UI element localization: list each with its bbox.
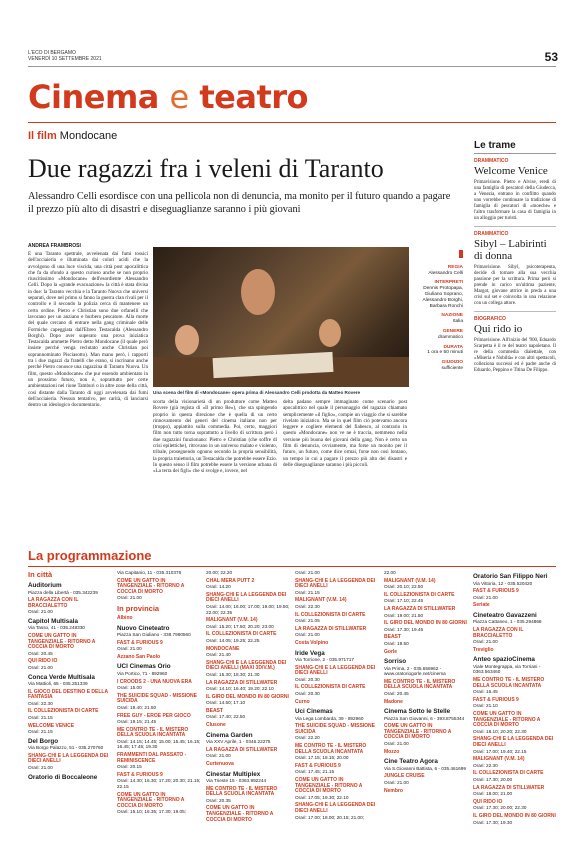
listing-line: Orari: 21.00 bbox=[28, 609, 53, 615]
film-title: LA RAGAZZA DI STILLWATER bbox=[206, 746, 278, 753]
listing-line: Orari: 21.00 bbox=[28, 664, 53, 670]
cinema-name: Del Borgo bbox=[28, 737, 59, 745]
film-title: Gorle bbox=[384, 648, 398, 655]
page-header bbox=[28, 50, 556, 64]
listing-line: Orari: 17.10; 22.45 bbox=[384, 598, 424, 604]
listing-line: Orari: 19.15; 21.45 bbox=[117, 719, 157, 725]
listing-line: Orari: 21.40 bbox=[206, 652, 231, 658]
film-title: Albino bbox=[117, 614, 133, 621]
programme-title: La programmazione bbox=[28, 548, 152, 563]
film-title: BEAST bbox=[206, 707, 223, 714]
listing-line: Orari: 21.00 bbox=[295, 632, 320, 638]
film-title: IL GIRO DEL MONDO IN 80 GIORNI bbox=[473, 812, 556, 819]
listing-line: Orari: 21.00 bbox=[117, 595, 142, 601]
film-title: IL GIRO DEL MONDO IN 80 GIORNI bbox=[206, 693, 289, 700]
fact-label: REGIA bbox=[447, 264, 463, 270]
cinema-name: Conca Verde Multisala bbox=[28, 673, 95, 681]
cinema-name: Auditorium bbox=[28, 582, 62, 589]
fact-value: 1 ora e 50 minuti bbox=[427, 350, 463, 356]
listing-line: Orari: 21.00 bbox=[28, 765, 53, 771]
listing-line: Orari: 21.00 bbox=[295, 570, 320, 575]
film-title: WELCOME VENICE bbox=[28, 722, 75, 729]
listings-column bbox=[473, 570, 556, 845]
film-title: MALIGNANT (V.M. 14) bbox=[295, 597, 347, 604]
issue-date: VENERDÌ 10 SETTEMBRE 2021 bbox=[28, 56, 102, 62]
film-title: JUNGLE CRUISE bbox=[384, 773, 425, 780]
plot-text: Primavisione. All'inizio del '900, Eduardo Scarpetta è il re del teatro napoletano. Il re della commedia dialettale, con «Miseria e Nobiltà» e con altri spettacoli, colleziona successi ed è padre anche di Eduardo, Peppino e Titina De Filippo. bbox=[474, 338, 556, 373]
listings-column bbox=[295, 570, 379, 845]
article-byline: ANDREA FRAMBROSI bbox=[28, 243, 81, 249]
listing-line: Orari: 21.00 bbox=[117, 646, 142, 652]
listing-line: Orari: 17.00; 19.40; 22.15 bbox=[473, 748, 527, 754]
cinema-name: Cinema Sotto le Stelle bbox=[384, 708, 451, 716]
film-title: THE SUICIDE SQUAD - MISSIONE SUICIDA bbox=[117, 692, 198, 705]
listing-line: Viale Montegrappa, via Torriani - 0363.563460 bbox=[473, 663, 541, 675]
fact-value: Italia bbox=[452, 319, 463, 325]
listing-line: Via XXV Aprile, 1 - 0346.22275 bbox=[206, 739, 271, 745]
film-title: COME UN GATTO IN TANGENZIALE - RITORNO A COCCIA DI MORTO bbox=[117, 577, 185, 595]
listing-line: Orari: 18.00; 21.00 bbox=[473, 791, 513, 797]
film-title: SHANG-CHI E LA LEGGENDA DEI DIECI ANELLI bbox=[206, 591, 287, 604]
cinema-name: Anteo spazioCinema bbox=[473, 656, 535, 664]
film-title: COME UN GATTO IN TANGENZIALE - RITORNO A COCCIA DI MORTO bbox=[384, 723, 452, 741]
film-title: FREE GUY - EROE PER GIOCO bbox=[117, 712, 191, 719]
film-title: MALIGNANT (V.M. 14) bbox=[473, 756, 525, 763]
film-title: IL COLLEZIONISTA DI CARTE bbox=[473, 770, 544, 777]
masthead-word-3: teatro bbox=[199, 78, 308, 116]
section-label bbox=[28, 130, 117, 142]
film-title: MONDOCANE bbox=[206, 645, 240, 652]
cinema-name: Cinestar Multiplex bbox=[206, 770, 261, 778]
listing-line: Orari: 22.30 bbox=[28, 700, 53, 706]
film-title: THE SUICIDE SQUAD - MISSIONE SUICIDA bbox=[295, 723, 376, 735]
plot-title: Welcome Venice bbox=[474, 165, 548, 177]
listing-line: Orari: 14.10; 16.40; 19.20; 22.10 bbox=[206, 686, 274, 692]
listing-line: Orari: 20.30 bbox=[295, 691, 320, 696]
film-title: QUI RIDO IO bbox=[473, 798, 503, 805]
fact-label: DURATA bbox=[443, 344, 463, 350]
article-column-3: delta padano sempre immaginato come scenario post apocalittico nel quale il personaggio del ragazzo chiamato semplicemente «il figlio», compie un viaggio che si sarebbe rivelato iniziatico. Ma se in quel film ciò potevamo ancora leggere e cogliere elementi del fiabesco, al contrario in questo «Mondocane» non ve ne è traccia, nemmeno nella versione più buona dei giovani della gang. Non è certo un film di denuncia, ovviamente, ma forse un monito per il futuro, un futuro, come dice ormai, forse non così lontano, un tempo in cui a pagare il prezzo più alto dei disastri e delle diseguaglianze saranno i più piccoli. bbox=[283, 399, 407, 468]
film-title: COME UN GATTO IN TANGENZIALE - RITORNO A COCCIA DI MORTO bbox=[117, 791, 185, 809]
fact-value: Dennis Protopapa, Giuliano Soprano, Alessandro Borghi, Barbara Ronchi bbox=[422, 286, 463, 309]
cinema-name: Oratorio di Boccaleone bbox=[28, 773, 98, 781]
fact-label: GIUDIZIO bbox=[441, 360, 463, 366]
listing-line: Orari: 21.15 bbox=[28, 729, 53, 735]
listing-line: Orari: 15.10; 16.35; 17.30; 19.05; bbox=[117, 809, 187, 815]
listing-line: Orari: 17.30; 19.30 bbox=[473, 819, 513, 825]
listing-line: Orari: 17.15; 18.15; 20.00 bbox=[295, 755, 349, 761]
cinema-name: UCI Cinemas Orio bbox=[117, 663, 171, 671]
film-title: ME CONTRO TE - IL MISTERO DELLA SCUOLA INCANTATA bbox=[473, 677, 545, 689]
fact-value: Alessandro Celli bbox=[428, 270, 463, 276]
film-title: COME UN GATTO IN TANGENZIALE - RITORNO A COCCIA DI MORTO bbox=[473, 711, 541, 729]
fact-label: NAZIONE bbox=[441, 313, 463, 319]
film-title: ME CONTRO TE - IL MISTERO DELLA SCUOLA INCANTATA bbox=[117, 726, 189, 739]
listings-column bbox=[28, 570, 112, 845]
film-title: LA RAGAZZA DI STILLWATER bbox=[473, 784, 545, 791]
article-column-2: scorta della visionarietà di un produttore come Matteo Rovere (già regista di «Il primo Re»), che sta spingendo proprio in questa direzione che è quella di un certo rinnovamento dei generi del cinema italiano non per (troppo), appiattito sulla commedia. Poi, certo, maggiori film non tutto torna soprattutto a livello di scrittura però i due ragazzini funzionano: Pietro e Christian (che soffre di crisi epilettiche), ritrovano in un universo malato e violento, tribale, proseguendo ognuno secondo la propria sensibilità, la propria traiettoria, un Testacalda che potrebbe essere Ezio. In questo senso il film potrebbe essere la versione urbana di «La terra dei figli» che si svolge e, invece, nel bbox=[153, 399, 277, 475]
listing-line: Piazza della Libertà - 035.342239 bbox=[28, 589, 98, 595]
newspaper-name: L'ECO DI BERGAMO bbox=[28, 50, 76, 56]
film-title: SHANG-CHI E LA LEGGENDA DEI DIECI ANELLI bbox=[295, 664, 376, 677]
cinema-name: Cine Teatro Agora bbox=[384, 758, 438, 766]
listing-line: Via S.Giovanni Battista, 6 - 035.461699 bbox=[384, 765, 466, 771]
cinema-name: Oratorio San Filippo Neri bbox=[473, 573, 548, 580]
film-title: Clusone bbox=[206, 722, 226, 729]
listing-line: Orari: 14.30; 16.30; 17.20; 20.30; 21.15; 22.15 bbox=[117, 778, 201, 790]
listing-line: Orari: 19.50 bbox=[384, 640, 409, 646]
listing-line: Orari: 15.00 bbox=[117, 685, 142, 691]
listing-line: Via Tasso, 41 - 035.248330 bbox=[28, 625, 85, 631]
listing-line: Orari: 14.20 bbox=[206, 584, 231, 590]
article-standfirst: Alessandro Celli esordisce con una pellicola non di denuncia, ma monito per il futuro quando a pagare il prezzo più alto di disastri e diseguaglianze saranno i più giovani bbox=[28, 191, 451, 215]
masthead-word-1: Cinema bbox=[28, 78, 159, 116]
plot-category: DRAMMATICO bbox=[474, 158, 509, 164]
masthead-word-2: e bbox=[169, 78, 189, 116]
listing-line: Orari: 21.00 bbox=[384, 779, 409, 785]
listings-column bbox=[117, 570, 201, 845]
listings-column bbox=[206, 570, 290, 845]
listing-line: Orari: 21.15 bbox=[295, 589, 320, 595]
listing-line: Orari: 22.20 bbox=[295, 735, 320, 741]
section-kicker: Il film bbox=[28, 130, 57, 142]
listing-line: Via Mattioli, 65 - 035.251339 bbox=[28, 681, 88, 687]
listing-line: Orari: 21.00 bbox=[206, 753, 231, 759]
film-title: FAST & FURIOUS 9 bbox=[117, 771, 163, 778]
listing-line: Orari: 17.30; 19.45 bbox=[384, 626, 424, 632]
fact-value: sufficiente bbox=[441, 365, 463, 371]
listings-column bbox=[384, 570, 468, 845]
film-title: Madone bbox=[384, 698, 403, 705]
film-title: MALIGNANT (V.M. 14) bbox=[384, 577, 436, 584]
film-title: Seriate bbox=[473, 602, 490, 609]
listing-line: Orari: 20.45 bbox=[384, 691, 409, 696]
listing-line: Orari: 21.05 bbox=[295, 618, 320, 624]
film-title: Curtenuova bbox=[206, 760, 234, 767]
listing-line: Orari: 19.00; 21.50 bbox=[384, 612, 424, 618]
film-title: BEAST bbox=[384, 634, 401, 641]
listing-line: Orari: 18.10; 20.20; 22.30 bbox=[473, 728, 527, 734]
film-title: IL COLLEZIONISTA DI CARTE bbox=[295, 611, 366, 618]
film-title: FAST & FURIOUS 9 bbox=[473, 696, 519, 703]
cinema-name: Capitol Multisala bbox=[28, 617, 79, 625]
film-title: FAST & FURIOUS 9 bbox=[473, 588, 519, 595]
listing-line: Via Torrione, 2 - 035.971717 bbox=[295, 657, 354, 663]
film-title: IL COLLEZIONISTA DI CARTE bbox=[28, 708, 99, 715]
listing-line: Via Portico, 71 - 892960 bbox=[117, 670, 168, 676]
film-title: IL COLLEZIONISTA DI CARTE bbox=[295, 684, 366, 691]
listing-area: In provincia bbox=[117, 603, 160, 613]
header-rule bbox=[28, 66, 556, 67]
listing-line: Orari: 17.05; 19.30; 22.10 bbox=[295, 794, 349, 800]
listing-line: Orari: 22.30 bbox=[473, 762, 498, 768]
listing-line: Piazza San Giuliano - 338.7990560 bbox=[117, 632, 191, 638]
plot-text: Primavisione. Sibyl, psicoterapeuta, decide di tornare alla sua vecchia passione per la scrittura. Prima però si prende in carico un'ultima paziente, Margot, giovane attrice in preda a una crisi sul set e coinvolta in una relazione con un collega attore. bbox=[474, 265, 556, 306]
sidebar-title: Le trame bbox=[474, 140, 556, 154]
cinema-name: Nuovo Cineteatro bbox=[117, 624, 170, 632]
film-title: SHANG-CHI E LA LEGGENDA DEI DIECI ANELLI bbox=[28, 752, 109, 765]
plot-category: DRAMMATICO bbox=[474, 231, 509, 237]
film-title: I CROODS 2 - UNA NUOVA ERA bbox=[117, 678, 192, 685]
film-title: COME UN GATTO IN TANGENZIALE - RITORNO A COCCIA DI MORTO bbox=[206, 805, 274, 823]
listing-line: Orari: 20.30 bbox=[295, 676, 320, 682]
cinema-name: Cinema Garden bbox=[206, 731, 253, 739]
film-title: IL GIOCO DEL DESTINO E DELLA FANTASIA bbox=[28, 688, 108, 701]
film-title: CHAL MERA PUTT 2 bbox=[206, 577, 255, 584]
cinema-name: Iride Vega bbox=[295, 649, 325, 657]
film-title: LA RAGAZZA CON IL BRACCIALETTO bbox=[28, 597, 79, 609]
plot-title: Sibyl – Labirinti di donna bbox=[474, 238, 547, 262]
film-title: QUI RIDO IO bbox=[28, 658, 58, 665]
film-title: Nembro bbox=[384, 787, 403, 794]
film-title: Mozzo bbox=[384, 748, 400, 755]
listing-line: Orari: 21.00 bbox=[384, 741, 409, 747]
film-title: Curno bbox=[295, 698, 310, 705]
cinema-name: Uci Cinemas bbox=[295, 708, 333, 716]
fact-label: INTERPRETI bbox=[434, 280, 463, 286]
film-title: ME CONTRO TE - IL MISTERO DELLA SCUOLA INCANTATA bbox=[206, 785, 278, 798]
film-title: FRAMMENTI DAL PASSATO - REMINISCENCE bbox=[117, 752, 187, 764]
listing-line: Via Capitanio, 11 - 035.310376 bbox=[117, 570, 182, 575]
film-title: LA RAGAZZA CON IL BRACCIALETTO bbox=[473, 626, 524, 639]
listing-line: Orari: 14.50; 17.10 bbox=[206, 700, 246, 706]
film-title: IL COLLEZIONISTA DI CARTE bbox=[206, 631, 277, 638]
section-name: Mondocane bbox=[59, 130, 118, 142]
listing-line: Orari: 14.05; 19.25; 22.25 bbox=[206, 637, 260, 643]
film-title: ME CONTRO TE - IL MISTERO DELLA SCUOLA INCANTATA bbox=[295, 743, 367, 755]
film-title: FAST & FURIOUS 9 bbox=[295, 762, 341, 769]
section-masthead bbox=[28, 78, 308, 116]
listing-line: Orari: 21.15 bbox=[28, 715, 53, 720]
film-title: COME UN GATTO IN TANGENZIALE - RITORNO A COCCIA DI MORTO bbox=[28, 632, 96, 651]
listing-line: Orari: 21.00 bbox=[473, 594, 498, 600]
photo-caption: Una scena del film di «Mondocane» opera prima di Alessandro Celli prodotta da Matteo Rovere bbox=[153, 390, 361, 395]
listing-area: In città bbox=[28, 570, 53, 579]
listing-line: Piazza Cattaneo, 1 - 035.294868 bbox=[473, 619, 542, 625]
plot-category: BIOGRAFICO bbox=[474, 316, 506, 322]
plot-title: Qui rido io bbox=[474, 323, 523, 335]
fact-value: drammatico bbox=[437, 334, 463, 340]
listing-line: Via Vittoria, 12 - 035.520420 bbox=[473, 580, 533, 586]
cinema-name: Sorriso bbox=[384, 658, 407, 666]
article-column-1: È una Taranto spettrale, avvelenata dai fumi tossici dell'acciaieria e illuminata dai colori acidi che la avvolgono di una luce viscida, una città post apocalittica che fa da sfondo a questo curioso anche se non proprio riuscitissimo «Mondocane» dell'esordiente Alessandro Celli. Dopo la «grande evacuazione» la città è stata divisa in due: la Taranto vecchia e la Taranto Nuova che universi separati, dove nel primo si fanno la guerra clan rivali per il controllo e il secondo la polizia cerca di mantenere un certo ordine. Pietro e Christian sono due orfanelli che lavorano per un anziano e burbero pescatore. Alla morte del quale cercano di entrare nella gang criminale delle Formiche capeggiata dall'Ebreo Testacalda (Alessandro Borghi). Dopo aver superato una prova iniziatica Testacalda ammette Pietro detto Mondocane (il quale però insiste perché venga reclutato anche Christian poi soprannominato Pisciasotto). Man mano però, i rapporti tra i due ragazzi da fratelli che erano, si incrinano anche perché Pietro conosce una ragazzina di Taranto Nuova. Un film, questo «Mondocane» che pur essendo ambientato in un prossimo futuro, non è, soprattutto per certe ambientazioni nel rione Tamburi o in altre zone della città, così distante dalla Taranto di oggi avvelenata dai fumi dell'acciaieria. Nessun tentativo, per carità, di lanciarsi dentro un ideologico documentario. bbox=[28, 251, 148, 409]
listing-line: Via Trieste 15 - 0363.992244 bbox=[206, 778, 267, 784]
fact-sheet-marker bbox=[459, 250, 463, 258]
page-number: 53 bbox=[544, 50, 558, 64]
listing-line: 20.00; 22.20 bbox=[206, 570, 233, 575]
listing-line: Orari: 21.10 bbox=[473, 703, 498, 709]
listing-line: Orari: 17.30; 20.00; 22.30 bbox=[473, 805, 527, 811]
cinema-name: Cineteatro Gavazzeni bbox=[473, 611, 537, 619]
film-title: Costa Volpino bbox=[295, 639, 329, 646]
listing-line: Via Borgo Palazzo, 51 - 035.270760 bbox=[28, 745, 104, 751]
listing-line: Orari: 14.00; 16.00; 17.00; 19.00; 19.50; 22.00; 22.35 bbox=[206, 603, 290, 615]
listing-line: Orari: 20.45 bbox=[28, 650, 53, 656]
listing-line: Orari: 20.35 bbox=[206, 797, 231, 803]
masthead-rule bbox=[28, 122, 556, 123]
fact-label: GENERE bbox=[442, 328, 463, 334]
listing-line: Piazza San Giovanni, 6 - 393.8755344 bbox=[384, 715, 465, 721]
listing-line: Orari: 17.45; 21.15 bbox=[295, 769, 335, 775]
listing-line: Orari: 19.40; 21.50 bbox=[117, 704, 157, 710]
film-title: COME UN GATTO IN TANGENZIALE - RITORNO A COCCIA DI MORTO bbox=[295, 777, 363, 795]
listing-line: Orari: 15.20; 17.50; 20.20; 23.00 bbox=[206, 623, 274, 629]
listing-line: Orari: 21.00 bbox=[473, 639, 498, 645]
listing-line: Orari: 17.40; 22.50 bbox=[206, 714, 246, 720]
film-title: Treviglio bbox=[473, 646, 494, 653]
listing-line: Orari: 17.00; 18.00; 20.15; 21.00; bbox=[295, 814, 365, 820]
listing-line: Orari: 20.15 bbox=[117, 764, 142, 770]
listing-line: Orari: 15.30; 18.30; 21.30 bbox=[206, 671, 260, 677]
plot-text: Primavisione. Pietro e Alvise, eredi di una famiglia di pescatori della Giudecca, a Venezia, entrano in conflitto quando uno vorrebbe continuare la tradizione di famiglia di pescatori di «moeche» e l'altro trasformare la casa di famiglia in un alloggio per turisti. bbox=[474, 180, 556, 221]
film-title: LA RAGAZZA DI STILLWATER bbox=[295, 625, 367, 632]
film-title: SHANG-CHI E LA LEGGENDA DEI DIECI ANELLI (MAXI 3D/V.M.) bbox=[206, 659, 287, 672]
listing-line: Orari: 14.15; 14.45; 15.00; 15.45; 16.15; 16.45; 17.45; 19.30 bbox=[117, 738, 201, 750]
listing-line: Orari: 22.30 bbox=[295, 603, 320, 609]
film-title: FAST & FURIOUS 9 bbox=[117, 639, 163, 646]
programme-rule bbox=[28, 566, 556, 567]
film-still-photo bbox=[153, 247, 409, 387]
film-title: ME CONTRO TE - IL MISTERO DELLA SCUOLA INCANTATA bbox=[384, 678, 456, 691]
plots-sidebar bbox=[474, 140, 556, 374]
listing-line: 22.00 bbox=[384, 570, 396, 575]
film-title: LA RAGAZZA DI STILLWATER bbox=[206, 679, 278, 686]
film-title: IL COLLEZIONISTA DI CARTE bbox=[384, 591, 455, 598]
listing-line: Via Prima, 2 - 035.656962 - www.oratoriogorle.net/cinema bbox=[384, 665, 446, 677]
film-title: SHANG-CHI E LA LEGGENDA DEI DIECI ANELLI bbox=[473, 736, 554, 748]
article-headline: Due ragazzi fra i veleni di Taranto bbox=[28, 154, 384, 183]
film-title: SHANG-CHI E LA LEGGENDA DEI DIECI ANELLI bbox=[295, 577, 376, 590]
film-title: SHANG-CHI E LA LEGGENDA DEI DIECI ANELLI bbox=[295, 802, 376, 814]
listing-line: Orari: 20.10; 22.50 bbox=[384, 584, 424, 590]
listing-line: Orari: 17.30; 20.00 bbox=[473, 776, 513, 782]
film-title: LA RAGAZZA DI STILLWATER bbox=[384, 605, 456, 612]
listing-line: Orari: 16.45 bbox=[473, 689, 498, 695]
film-title: IL GIRO DEL MONDO IN 80 GIORNI bbox=[384, 620, 467, 627]
film-title: Azzano San Paolo bbox=[117, 653, 161, 660]
listing-line: Via Lega Lombarda, 39 - 892960 bbox=[295, 715, 364, 721]
film-title: MALIGNANT (V.M. 14) bbox=[206, 617, 258, 624]
film-fact-sheet bbox=[415, 250, 463, 372]
